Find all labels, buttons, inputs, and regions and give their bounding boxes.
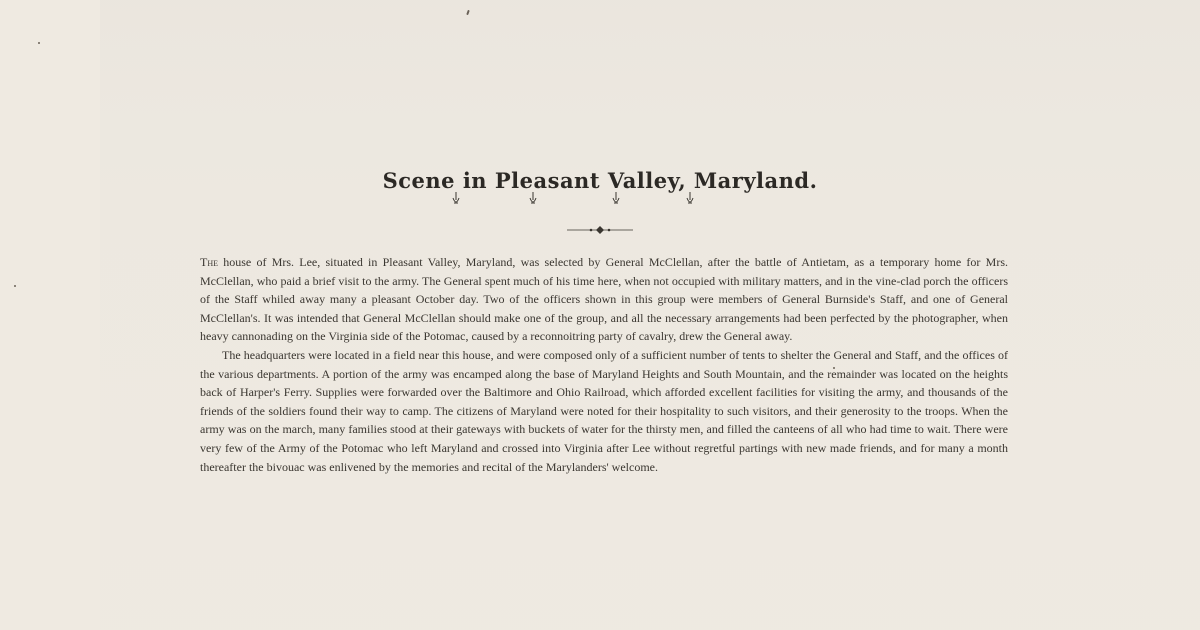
dropcap-word: The xyxy=(200,255,218,269)
page-title: Scene in Pleasant Valley, Maryland. xyxy=(382,168,818,193)
ink-speck xyxy=(14,285,16,287)
flourish-ornament xyxy=(451,192,461,206)
flourish-ornament xyxy=(528,192,538,206)
paragraph xyxy=(200,346,1008,476)
flourish-ornament xyxy=(611,192,621,206)
ornamental-divider xyxy=(567,224,633,236)
ink-speck xyxy=(38,42,40,44)
paragraph-text: The headquarters were located in a field near this house, and were composed only of a sufficient number of tents to shelter the General and Staff, and the offices of the various departments. A portion of the army was encamped along the base of Maryland Heights and South Mountain, and the remainder was located on the heights back of Harper's Ferry. Supplies were forwarded over the Baltimore and Ohio Railroad, which afforded excellent facilities for visiting the army, and thousands of the friends of the soldiers found their way to camp. The citizens of Maryland were noted for their hospitality to such visitors, and their generosity to the troops. When the army was on the march, many families stood at their gateways with buckets of water for the thirsty men, and filled the canteens of all who had time to wait. There were very few of the Army of the Potomac who left Maryland and crossed into Virginia after Lee without regretful partings with new made friends, and for many a month thereafter the bivouac was enlivened by the memories and recital of the Marylanders' welcome. xyxy=(200,347,1008,474)
body-text xyxy=(200,253,1008,476)
flourish-ornament xyxy=(685,192,695,206)
paragraph xyxy=(200,253,1008,346)
title-flourishes xyxy=(0,192,1200,212)
title-container xyxy=(0,168,1200,193)
paragraph-text: house of Mrs. Lee, situated in Pleasant Valley, Maryland, was selected by General McClellan, after the battle of Antietam, as a temporary home for Mrs. McClellan, who paid a brief visit to the army. The General spent much of his time here, when not occupied with military matters, and in the vine-clad porch the officers of the Staff whiled away many a pleasant October day. Two of the officers shown in this group were members of General Burnside's Staff, and one of General McClellan's. It was intended that General McClellan should make one of the group, and all the necessary arrangements had been perfected by the photographer, when heavy cannonading on the Virginia side of the Potomac, caused by a reconnoitring party of cavalry, drew the General away. xyxy=(200,255,1008,344)
